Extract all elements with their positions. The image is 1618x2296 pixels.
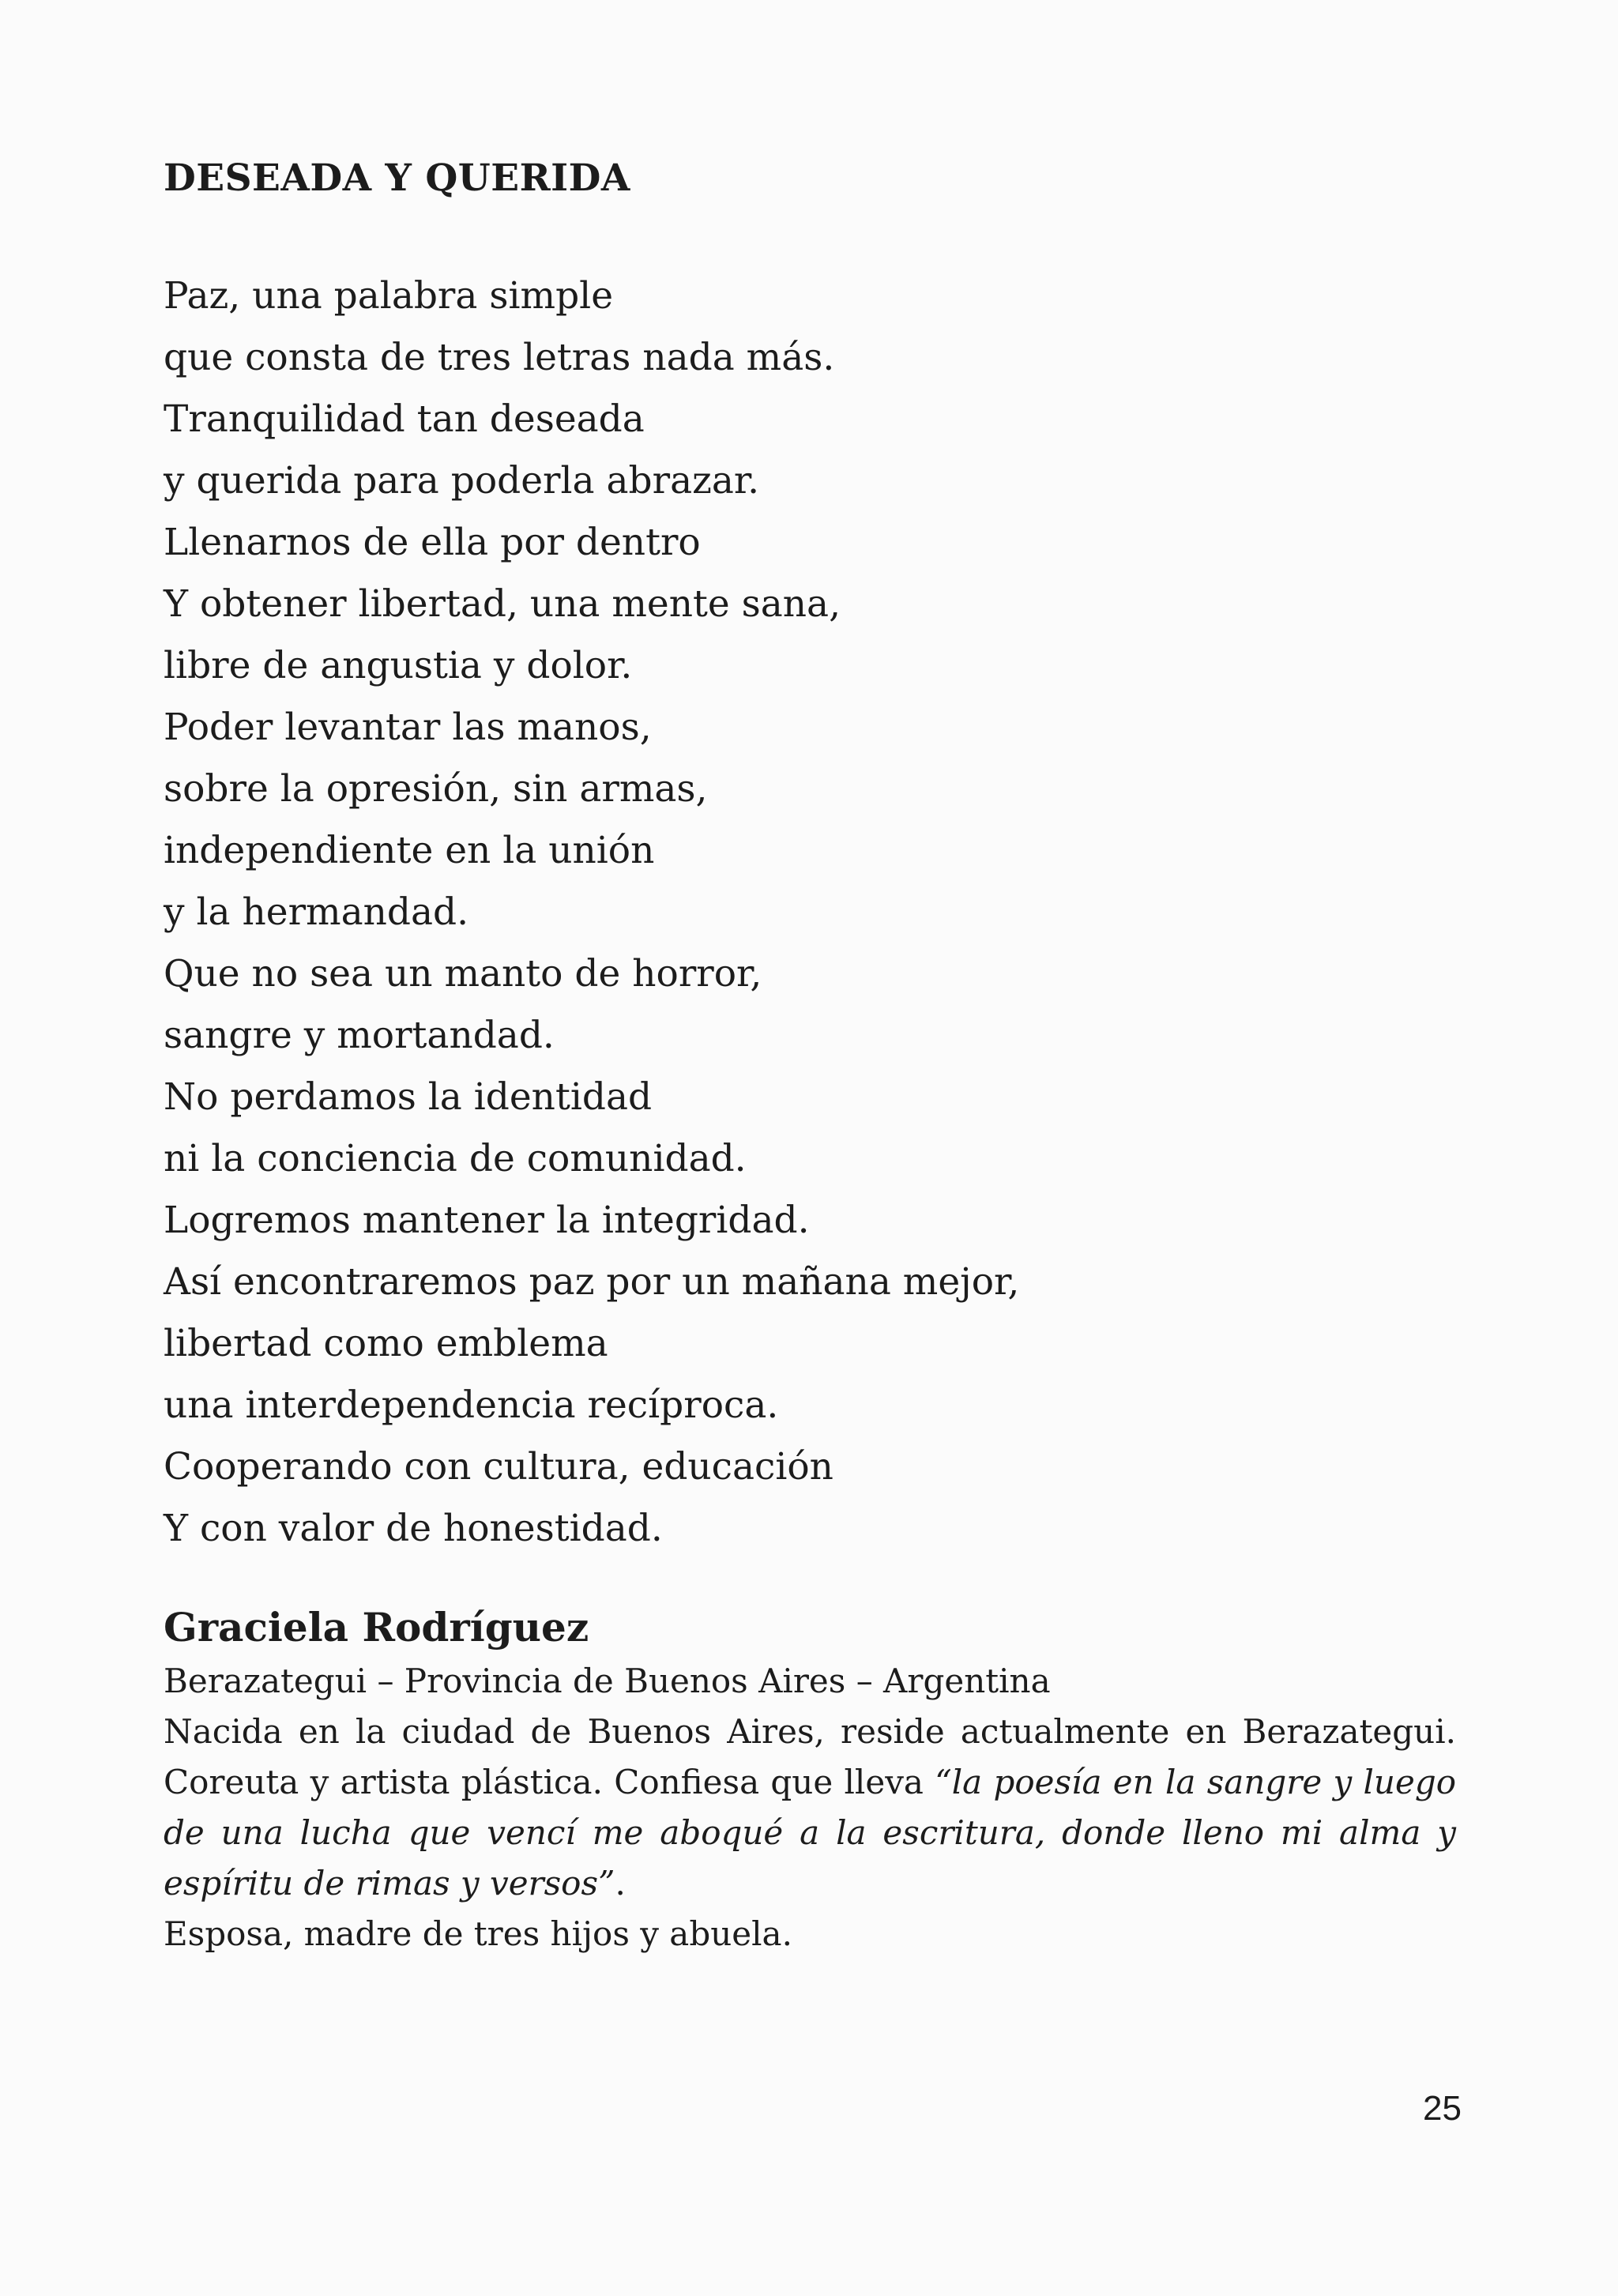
poem-line: Que no sea un manto de horror, xyxy=(164,952,762,996)
poem-line: Y con valor de honestidad. xyxy=(164,1507,663,1550)
poem-line: sobre la opresión, sin armas, xyxy=(164,767,708,811)
poem-line: independiente en la unión xyxy=(164,829,655,872)
author-bio-paragraph xyxy=(164,1707,1456,1909)
poem-body xyxy=(164,265,1019,1560)
poem-title: DESEADA Y QUERIDA xyxy=(164,156,630,200)
poem-line: Y obtener libertad, una mente sana, xyxy=(164,582,841,626)
poem-line: Poder levantar las manos, xyxy=(164,706,652,749)
poem-line: ni la conciencia de comunidad. xyxy=(164,1137,747,1180)
bio-intro-text: Nacida en la ciudad de Buenos Aires, reside actualmente en Berazategui. Coreuta y artista plástica. Confiesa que lleva xyxy=(164,1712,1456,1801)
poem-line: libertad como emblema xyxy=(164,1322,608,1365)
poem-line: Tranquilidad tan deseada xyxy=(164,397,645,441)
poem-line: No perdamos la identidad xyxy=(164,1075,653,1119)
poem-line: Llenarnos de ella por dentro xyxy=(164,521,701,564)
page-number: 25 xyxy=(1423,2089,1462,2128)
author-name: Graciela Rodríguez xyxy=(164,1604,589,1650)
poem-line: que consta de tres letras nada más. xyxy=(164,336,835,379)
author-bio xyxy=(164,1656,1456,1959)
poem-line: Paz, una palabra simple xyxy=(164,274,614,318)
poem-line: Cooperando con cultura, educación xyxy=(164,1445,833,1489)
author-location: Berazategui – Provincia de Buenos Aires – Argentina xyxy=(164,1662,1051,1700)
poem-line: sangre y mortandad. xyxy=(164,1014,555,1057)
poem-line: y la hermandad. xyxy=(164,890,469,934)
author-family: Esposa, madre de tres hijos y abuela. xyxy=(164,1914,792,1953)
bio-quote-text: “la poesía en la sangre y luego de una lucha que vencí me aboqué a la escritura, donde lleno mi alma y espíritu de rimas y versos” xyxy=(164,1763,1456,1903)
poem-line: una interdependencia recíproca. xyxy=(164,1383,779,1427)
poem-line: libre de angustia y dolor. xyxy=(164,644,633,687)
poem-line: y querida para poderla abrazar. xyxy=(164,459,760,502)
bio-quote-end: . xyxy=(615,1864,626,1903)
poem-line: Logremos mantener la integridad. xyxy=(164,1199,810,1242)
poem-line: Así encontraremos paz por un mañana mejor, xyxy=(164,1260,1020,1304)
